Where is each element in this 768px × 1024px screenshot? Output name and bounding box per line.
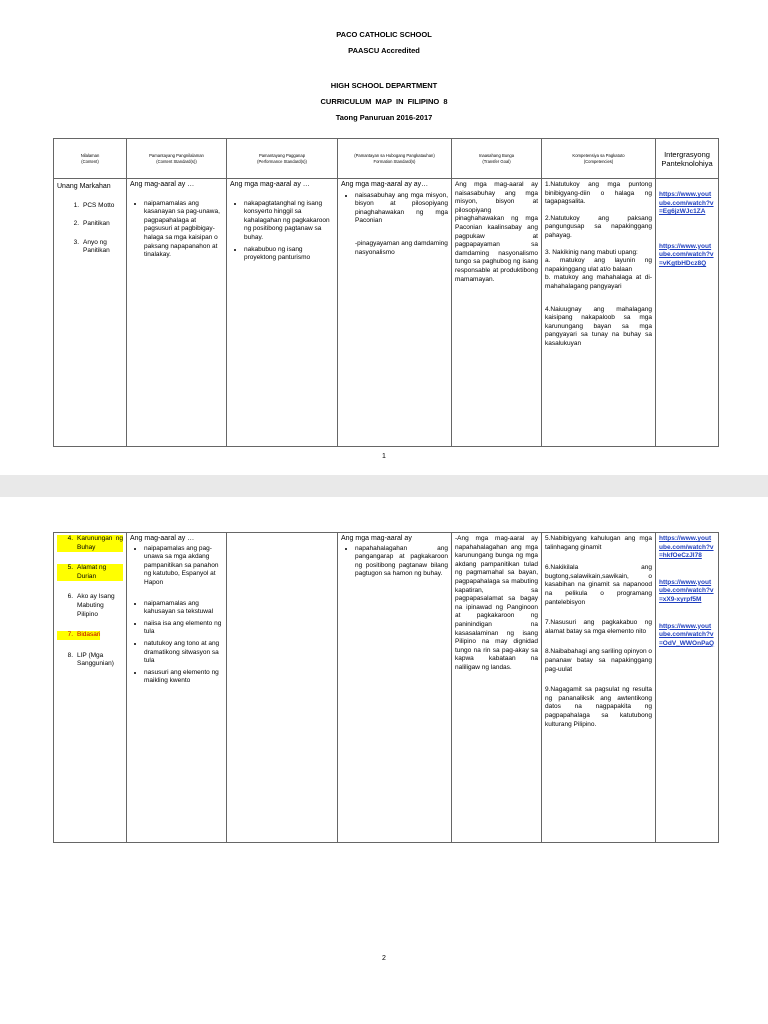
page-number: 2 — [382, 955, 386, 962]
competencies-cell: 1.Natutukoy ang mga puntong binibigyang-diin o halaga ng tagapagsalita. 2.Natutukoy ang paksang pangungusap sa napakinggang pahayag. 3. Nakikinig nang mabuti upang: a. matukoy ang layunin ng napakinggang ulat at/o balaan b. matukoy ang mahahalaga at di-mahahalagang pangyayari 4.Naiuugnay ang mahalagang kaisipang nakapaloob sa mga karunungang bayan sa mga pangyayari sa tunay na buhay sa kasalukuyan — [542, 179, 656, 447]
list-item: • nakabubuo ng isang proyektong panturismo — [244, 246, 334, 263]
col-header-transfer-goal: Inaasahang Bunga (Transfer Goal) — [452, 139, 542, 179]
content-item: 8. LIP (Mga Sanggunian) — [67, 651, 114, 668]
page-gap — [0, 475, 768, 497]
school-year: Taong Panuruan 2016-2017 — [335, 113, 433, 122]
content-item: 2. Panitikan — [73, 220, 110, 228]
col-header-technology: Intergrasyong Panteknolohiya — [656, 139, 719, 179]
quarter-title: Unang Markahan — [57, 183, 111, 190]
content-item: 4. Karunungan ng Buhay — [57, 535, 123, 552]
department: HIGH SCHOOL DEPARTMENT — [330, 81, 438, 90]
page-number: 1 — [382, 453, 386, 460]
list-item: • napahahalagahan ang pangangarap at pagkakaroon ng positibong pagtanaw bilang pagtugon sa hamon ng buhay. — [355, 545, 448, 579]
performance-standard-cell — [227, 533, 338, 843]
col-header-formation-standard: (Pamantayan sa Hubogang Pangkatauhan) Formation Standard(s) — [338, 139, 452, 179]
youtube-link[interactable]: https://www.youtube.com/watch?v=OdV_WWOnPaQ — [659, 622, 715, 647]
content-item: 1. PCS Motto — [73, 201, 115, 209]
content-item: 7. Bidasari — [57, 631, 123, 640]
list-item: • natutukoy ang tono at ang dramatikong sitwasyon sa tula — [144, 640, 223, 666]
formation-standard-cell: Ang mga mag-aaral ay • napahahalagahan ang pangangarap at pagkakaroon ng positibong pagtanaw bilang pagtugon sa hamon ng buhay. — [338, 533, 452, 843]
competencies-cell: 5.Nabibigyang kahulugan ang mga talinhagang ginamit 6.Nakikilala ang bugtong,salawikain,sawikain, o kasabihan na ginamit sa napanood na pelikula o programang pantelebisyon 7.Nasusuri ang pagkakabuo ng alamat batay sa mga elemento nito 8.Naibabahagi ang sariling opinyon o pananaw batay sa napakinggang pag-uulat 9.Nagagamit sa pagsulat ng resulta ng pananaliksik ang awtentikong datos na nagpapakita ng pagpapahalaga sa katutubong kulturang Pilipino. — [542, 533, 656, 843]
list-item: • naisasabuhay ang mga misyon, bisyon at pilosopiyang pinaghahawakan ng mga Paconian — [355, 192, 448, 226]
list-item: • naipamamalas ang kasanayan sa pag-unawa, pagpapahalaga at pagsusuri at pagbibigay-halaga sa mga kaisipan o paksang napapanahon at tinalakay. — [144, 200, 223, 260]
youtube-link[interactable]: https://www.youtube.com/watch?v=hkfOeCzJl78 — [659, 535, 714, 560]
list-item: • naipamamalas ang kahusayan sa tekstuwal — [144, 600, 223, 617]
content-cell — [54, 179, 127, 447]
curriculum-table-page-1 — [53, 138, 719, 447]
youtube-link[interactable]: https://www.youtube.com/watch?v=vKgtbHDcz8Q — [659, 242, 714, 267]
list-item: • nasusuri ang elemento ng maikling kwento — [144, 669, 223, 686]
map-title: CURRICULUM MAP IN FILIPINO 8 — [320, 97, 448, 106]
content-item: 3. Anyo ng Panitikan — [73, 238, 110, 255]
technology-cell — [656, 533, 719, 843]
list-item: • naiisa isa ang elemento ng tula — [144, 620, 223, 637]
col-header-content: Nilalaman (Content) — [54, 139, 127, 179]
content-item: 5. Alamat ng Durian — [57, 564, 123, 581]
performance-standard-cell: Ang mga mag-aaral ay … • nakapagtatanghal ng isang konsyerto hinggil sa kahalagahan ng pagkakaroon ng positibong pagtanaw sa buhay. • nakabubuo ng isang proyektong panturismo — [227, 179, 338, 447]
youtube-link[interactable]: https://www.youtube.com/watch?v=Eg6jzWJc1ZA — [659, 191, 714, 216]
transfer-goal-cell: Ang mga mag-aaral ay naisasabuhay ang mga misyon, bisyon at pilosopiyang pinaghahawakan ng mga Paconian kaalinsabay ang pagpukaw at pagpapayaman sa damdaming nasyonalismo tungo sa paghubog ng isang responsable at produktibong mamamayan. — [452, 179, 542, 447]
col-header-content-standard: Pamantayang Pangnilalaman (Content Standard(s)) — [127, 139, 227, 179]
list-item: • naipapamalas ang pag-unawa sa mga akdang pampanitikan sa panahon ng katutubo, Espanyol at Hapon — [144, 545, 223, 588]
content-item: 6. Ako ay Isang Mabuting Pilipino — [67, 593, 115, 618]
technology-cell — [656, 179, 719, 447]
list-item: • nakapagtatanghal ng isang konsyerto hinggil sa kahalagahan ng pagkakaroon ng positibong pagtanaw sa buhay. — [244, 200, 334, 243]
youtube-link[interactable]: https://www.youtube.com/watch?v=xX9-xyrpf5M — [659, 578, 714, 603]
col-header-performance-standard: Pamantayang Pagganap (Performance Standard(s)) — [227, 139, 338, 179]
content-standard-cell: Ang mag-aaral ay … • naipapamalas ang pag-unawa sa mga akdang pampanitikan sa panahon ng katutubo, Espanyol at Hapon • naipamamalas ang kahusayan sa tekstuwal • naiisa isa ang elemento ng tula • natutukoy ang tono at ang dramatikong sitwasyon sa tula • nasusuri ang elemento ng maikling kwento — [127, 533, 227, 843]
content-cell — [54, 533, 127, 843]
col-header-competencies: Kompetensiya sa Pagkatuto (Competencies) — [542, 139, 656, 179]
content-standard-cell: Ang mag-aaral ay … • naipamamalas ang kasanayan sa pag-unawa, pagpapahalaga at pagsusuri at pagbibigay-halaga sa mga kaisipan o paksang napapanahon at tinalakay. — [127, 179, 227, 447]
curriculum-table-page-2 — [53, 532, 719, 843]
school-name: PACO CATHOLIC SCHOOL — [336, 30, 432, 39]
accreditation: PAASCU Accredited — [348, 46, 420, 55]
formation-extra: -pinagyayaman ang damdaming nasyonalismo — [355, 239, 448, 256]
formation-standard-cell: Ang mga mag-aaral ay ay… • naisasabuhay ang mga misyon, bisyon at pilosopiyang pinaghahawakan ng mga Paconian -pinagyayaman ang damdaming nasyonalismo — [338, 179, 452, 447]
transfer-goal-cell: -Ang mga mag-aaral ay napahahalagahan ang mga karunungang bunga ng mga akdang pampanitikan tulad ng pagmamahal sa bayan, pagpapahalaga sa mabuting kapatiran, sa pagpapasalamat sa bagay na ipinawad ng Panginoon at pagkakaroon ng paninindigan na kasasalaminan ng isang Pilipino na may dignidad tungo na rin sa pag-akay sa kapwa kabataan na naliligaw ng landas. — [452, 533, 542, 843]
